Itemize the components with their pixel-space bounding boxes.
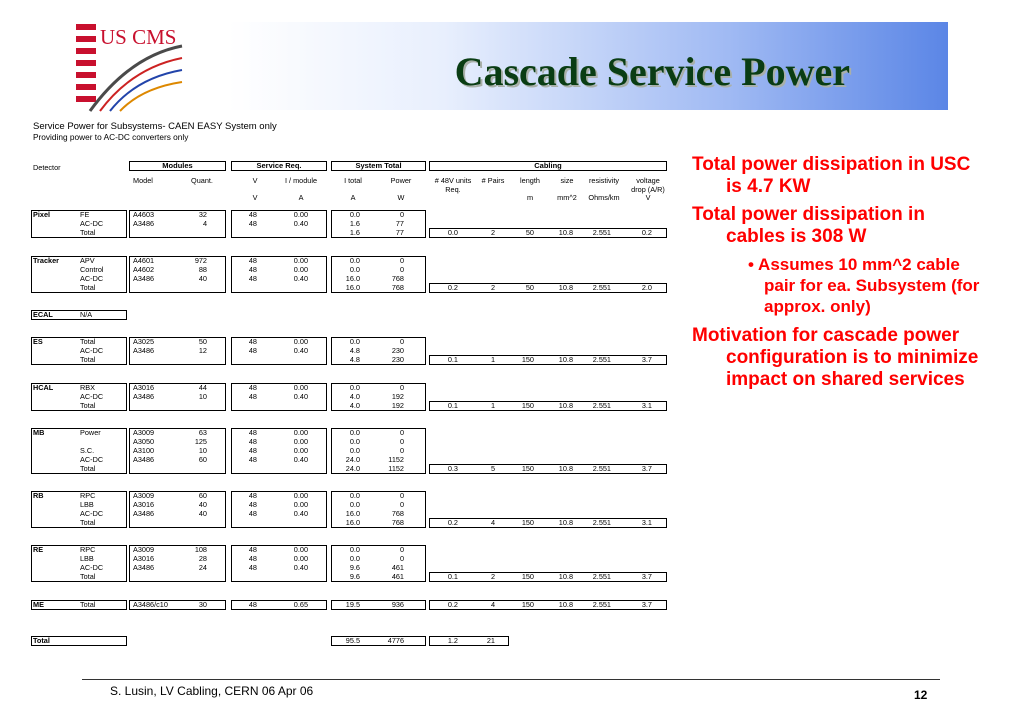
cell-v: 48 — [248, 600, 257, 609]
note-cable-power: Total power dissipation in cables is 308 W — [692, 204, 925, 247]
cell-units: 0.1 — [447, 572, 458, 581]
cell-v: 48 — [248, 392, 257, 401]
cell-itot: 9.6 — [349, 563, 360, 572]
cell-units: 0.1 — [447, 355, 458, 364]
cell-length: 150 — [521, 401, 534, 410]
cell-itot: 24.0 — [345, 455, 360, 464]
slide-title: Cascade Service Power — [454, 49, 850, 94]
cell-vdrop: 3.7 — [641, 572, 652, 581]
cell-itot: 0.0 — [349, 383, 360, 392]
cell-power: 768 — [391, 509, 404, 518]
system-total-header: System Total — [331, 161, 426, 171]
cell-sub: S.C. — [80, 446, 95, 455]
cell-pairs: 1 — [490, 401, 495, 410]
cell-vdrop: 3.7 — [641, 464, 652, 473]
cell-units: 0.2 — [447, 518, 458, 527]
cell-imod: 0.40 — [293, 563, 308, 572]
cell-itot: 9.6 — [349, 572, 360, 581]
cell-imod: 0.00 — [293, 337, 308, 346]
table-cell-border — [231, 491, 327, 528]
unit-a-total: A — [350, 193, 356, 202]
cell-power: 0 — [399, 256, 404, 265]
table-cell-border — [231, 383, 327, 411]
cell-imod: 0.40 — [293, 392, 308, 401]
cell-vdrop: 3.7 — [641, 600, 652, 609]
cell-quant: 4 — [202, 219, 207, 228]
cell-model: A4601 — [133, 256, 155, 265]
cell-v: 48 — [248, 554, 257, 563]
cell-v: 48 — [248, 337, 257, 346]
cell-v: 48 — [248, 346, 257, 355]
cell-sub: Control — [80, 265, 104, 274]
cell-sub: RPC — [80, 491, 96, 500]
cell-quant: 60 — [198, 491, 207, 500]
cell-itot: 16.0 — [345, 274, 360, 283]
cell-model: A3486 — [133, 455, 155, 464]
cell-imod: 0.00 — [293, 554, 308, 563]
cell-model: A3486 — [133, 346, 155, 355]
cell-size: 10.8 — [558, 600, 573, 609]
cell-length: 150 — [521, 600, 534, 609]
cell-power: 768 — [391, 283, 404, 292]
cell-imod: 0.00 — [293, 491, 308, 500]
cell-resist: 2.551 — [592, 600, 611, 609]
cell-power: 0 — [399, 210, 404, 219]
cell-quant: 88 — [198, 265, 207, 274]
cell-sub: Total — [80, 572, 96, 581]
cell-model: A3009 — [133, 545, 155, 554]
cell-units: 0.3 — [447, 464, 458, 473]
table-cell-border — [429, 636, 509, 646]
cell-itot: 0.0 — [349, 446, 360, 455]
cell-size: 10.8 — [558, 464, 573, 473]
cell-v: 48 — [248, 500, 257, 509]
cell-v: 48 — [248, 455, 257, 464]
cell-power: 4776 — [387, 636, 404, 645]
note-usc-power: Total power dissipation in USC is 4.7 KW — [692, 154, 971, 197]
table-cell-border — [429, 401, 667, 411]
cell-quant: 12 — [198, 346, 207, 355]
cell-power: 0 — [399, 554, 404, 563]
cell-length: 150 — [521, 464, 534, 473]
cell-quant: 60 — [198, 455, 207, 464]
detector-label: ES — [33, 337, 43, 346]
page-number: 12 — [914, 688, 928, 702]
table-cell-border — [31, 337, 127, 365]
col-units-req: Req. — [445, 185, 461, 194]
cell-quant: 50 — [198, 337, 207, 346]
table-cell-border — [231, 428, 327, 474]
table-cell-border — [429, 464, 667, 474]
cell-power: 768 — [391, 274, 404, 283]
cell-power: 0 — [399, 500, 404, 509]
col-vdrop: voltage — [636, 176, 660, 185]
cell-power: 77 — [395, 228, 404, 237]
cell-size: 10.8 — [558, 355, 573, 364]
cell-sub: AC-DC — [80, 455, 104, 464]
col-resistivity: resistivity — [589, 176, 619, 185]
cell-v: 48 — [248, 428, 257, 437]
col-i-total: I total — [344, 176, 362, 185]
service-header: Service Req. — [231, 161, 327, 171]
unit-v-drop: V — [645, 193, 651, 202]
cell-model: A3009 — [133, 428, 155, 437]
cell-size: 10.8 — [558, 283, 573, 292]
cell-size: 10.8 — [558, 572, 573, 581]
note-motivation: Motivation for cascade power configuration is to minimize impact on shared services — [692, 325, 979, 390]
detector-label: RE — [33, 545, 44, 554]
cell-power: 461 — [391, 563, 404, 572]
cell-power: 461 — [391, 572, 404, 581]
cell-pairs: 2 — [490, 572, 495, 581]
cell-pairs: 4 — [490, 518, 495, 527]
cell-model: A4602 — [133, 265, 155, 274]
col-pairs: # Pairs — [481, 176, 505, 185]
cell-resist: 2.551 — [592, 518, 611, 527]
cell-v: 48 — [248, 563, 257, 572]
cell-units: 0.1 — [447, 401, 458, 410]
cell-itot: 0.0 — [349, 256, 360, 265]
cell-sub: RPC — [80, 545, 96, 554]
cell-length: 150 — [521, 355, 534, 364]
cell-resist: 2.551 — [592, 464, 611, 473]
detector-label: Pixel — [33, 210, 51, 219]
cell-v: 48 — [248, 210, 257, 219]
cell-sub: APV — [80, 256, 95, 265]
cell-model: A3486 — [133, 274, 155, 283]
footer-divider — [82, 679, 940, 680]
table-cell-border — [231, 600, 327, 610]
cell-quant: 10 — [198, 446, 207, 455]
cell-sub: Total — [80, 600, 96, 609]
table-cell-border — [231, 545, 327, 582]
cell-power: 0 — [399, 491, 404, 500]
cell-itot: 16.0 — [345, 509, 360, 518]
cell-power: 0 — [399, 383, 404, 392]
cell-model: A3100 — [133, 446, 155, 455]
cell-resist: 2.551 — [592, 283, 611, 292]
table-cell-border — [429, 355, 667, 365]
cell-itot: 0.0 — [349, 554, 360, 563]
cell-quant: 30 — [198, 600, 207, 609]
detector-label: Tracker — [33, 256, 59, 265]
cell-sub: Total — [80, 464, 96, 473]
table-cell-border — [331, 383, 426, 411]
table-caption: Service Power for Subsystems- CAEN EASY System only — [33, 121, 277, 132]
cell-length: 50 — [525, 283, 534, 292]
cell-quant: 972 — [194, 256, 207, 265]
cell-itot: 16.0 — [345, 518, 360, 527]
note-cable-assumption-text: Assumes 10 mm^2 cable pair for ea. Subsystem (for approx. only) — [758, 255, 980, 316]
table-cell-border — [331, 210, 426, 238]
detector-label: ECAL — [33, 310, 53, 319]
cell-pairs: 1 — [490, 355, 495, 364]
cell-v: 48 — [248, 437, 257, 446]
col-power: Power — [390, 176, 412, 185]
note-cable-assumption: • Assumes 10 mm^2 cable pair for ea. Subsystem (for approx. only) — [748, 255, 980, 316]
cell-power: 77 — [395, 219, 404, 228]
table-cell-border — [429, 228, 667, 238]
unit-m: m — [526, 193, 534, 202]
cell-v: 48 — [248, 509, 257, 518]
cell-pairs: 2 — [490, 228, 495, 237]
cell-sub: Total — [80, 337, 96, 346]
cell-vdrop: 3.1 — [641, 518, 652, 527]
cell-v: 48 — [248, 446, 257, 455]
cell-itot: 0.0 — [349, 491, 360, 500]
col-vdrop-2: drop (A/R) — [631, 185, 665, 194]
cell-power: 192 — [391, 401, 404, 410]
cell-imod: 0.40 — [293, 455, 308, 464]
cell-vdrop: 0.2 — [641, 228, 652, 237]
cell-quant: 63 — [198, 428, 207, 437]
cell-imod: 0.00 — [293, 500, 308, 509]
cell-vdrop: 2.0 — [641, 283, 652, 292]
cell-length: 150 — [521, 572, 534, 581]
cell-v: 48 — [248, 256, 257, 265]
cell-resist: 2.551 — [592, 355, 611, 364]
cell-imod: 0.00 — [293, 428, 308, 437]
cell-imod: 0.00 — [293, 256, 308, 265]
cell-itot: 0.0 — [349, 500, 360, 509]
cell-imod: 0.00 — [293, 437, 308, 446]
table-cell-border — [31, 545, 127, 582]
cell-power: 230 — [391, 346, 404, 355]
cell-resist: 2.551 — [592, 401, 611, 410]
cell-pairs: 4 — [490, 600, 495, 609]
cell-quant: 40 — [198, 500, 207, 509]
cell-power: 0 — [399, 337, 404, 346]
cell-itot: 16.0 — [345, 283, 360, 292]
detector-label: Total — [33, 636, 50, 645]
unit-mm2: mm^2 — [557, 193, 577, 202]
cell-v: 48 — [248, 545, 257, 554]
cell-imod: 0.40 — [293, 509, 308, 518]
col-model: Model — [133, 176, 153, 185]
cell-power: 192 — [391, 392, 404, 401]
cell-units: 0.2 — [447, 600, 458, 609]
cell-sub: Total — [80, 283, 96, 292]
cell-itot: 19.5 — [345, 600, 360, 609]
cell-sub: AC-DC — [80, 392, 104, 401]
cell-v: 48 — [248, 274, 257, 283]
table-cell-border — [231, 210, 327, 238]
table-cell-border — [429, 518, 667, 528]
unit-v: V — [252, 193, 258, 202]
cell-power: 230 — [391, 355, 404, 364]
cell-sub: RBX — [80, 383, 96, 392]
cell-size: 10.8 — [558, 518, 573, 527]
col-units: # 48V units — [434, 176, 472, 185]
cell-quant: 32 — [198, 210, 207, 219]
cell-sub: AC-DC — [80, 346, 104, 355]
cell-sub: Total — [80, 401, 96, 410]
cell-imod: 0.00 — [293, 545, 308, 554]
cell-sub: N/A — [80, 310, 93, 319]
cell-sub: FE — [80, 210, 90, 219]
cell-imod: 0.00 — [293, 383, 308, 392]
cell-sub: AC-DC — [80, 509, 104, 518]
cell-model: A3486 — [133, 509, 155, 518]
detector-label: ME — [33, 600, 44, 609]
cell-itot: 0.0 — [349, 545, 360, 554]
cell-vdrop: 3.7 — [641, 355, 652, 364]
cell-model: A3016 — [133, 500, 155, 509]
cell-quant: 125 — [194, 437, 207, 446]
cell-imod: 0.40 — [293, 219, 308, 228]
cell-model: A4603 — [133, 210, 155, 219]
cell-model: A3486/c10 — [133, 600, 168, 609]
cell-itot: 4.8 — [349, 346, 360, 355]
cell-model: A3016 — [133, 554, 155, 563]
cell-resist: 2.551 — [592, 572, 611, 581]
cell-pairs: 21 — [486, 636, 495, 645]
cell-model: A3486 — [133, 563, 155, 572]
table-cell-border — [31, 491, 127, 528]
cell-itot: 1.6 — [349, 219, 360, 228]
table-cell-border — [331, 545, 426, 582]
cell-imod: 0.00 — [293, 446, 308, 455]
cell-size: 10.8 — [558, 401, 573, 410]
cell-model: A3486 — [133, 219, 155, 228]
table-cell-border — [31, 600, 127, 610]
cell-itot: 24.0 — [345, 464, 360, 473]
cell-v: 48 — [248, 265, 257, 274]
cell-itot: 4.0 — [349, 392, 360, 401]
cell-pairs: 2 — [490, 283, 495, 292]
cell-sub: LBB — [80, 500, 94, 509]
table-cell-border — [429, 600, 667, 610]
cell-imod: 0.00 — [293, 210, 308, 219]
unit-a: A — [298, 193, 304, 202]
us-cms-logo — [70, 16, 188, 116]
cell-quant: 24 — [198, 563, 207, 572]
cell-model: A3025 — [133, 337, 155, 346]
cell-vdrop: 3.1 — [641, 401, 652, 410]
cell-units: 1.2 — [447, 636, 458, 645]
table-cell-border — [231, 337, 327, 365]
cell-quant: 40 — [198, 509, 207, 518]
cell-itot: 0.0 — [349, 437, 360, 446]
detector-header: Detector — [33, 163, 61, 172]
cell-power: 0 — [399, 437, 404, 446]
table-cell-border — [429, 283, 667, 293]
cell-power: 768 — [391, 518, 404, 527]
cell-quant: 10 — [198, 392, 207, 401]
cell-sub: Total — [80, 518, 96, 527]
cell-power: 0 — [399, 545, 404, 554]
cabling-header: Cabling — [429, 161, 667, 171]
unit-w: W — [397, 193, 405, 202]
table-cell-border — [231, 256, 327, 293]
cell-itot: 4.0 — [349, 401, 360, 410]
cell-model: A3486 — [133, 392, 155, 401]
cell-itot: 0.0 — [349, 428, 360, 437]
cell-sub: Total — [80, 355, 96, 364]
cell-power: 1152 — [388, 464, 404, 473]
cell-model: A3050 — [133, 437, 155, 446]
cell-power: 0 — [399, 428, 404, 437]
cell-sub: AC-DC — [80, 563, 104, 572]
cell-v: 48 — [248, 491, 257, 500]
cell-v: 48 — [248, 219, 257, 228]
cell-units: 0.2 — [447, 283, 458, 292]
cell-itot: 4.8 — [349, 355, 360, 364]
cell-imod: 0.65 — [293, 600, 308, 609]
col-i-module: I / module — [284, 176, 318, 185]
table-subcaption: Providing power to AC-DC converters only — [33, 132, 189, 142]
cell-quant: 40 — [198, 274, 207, 283]
cell-pairs: 5 — [490, 464, 495, 473]
cell-itot: 0.0 — [349, 210, 360, 219]
cell-quant: 28 — [198, 554, 207, 563]
col-length: length — [520, 176, 540, 185]
modules-header: Modules — [129, 161, 226, 171]
cell-model: A3009 — [133, 491, 155, 500]
cell-length: 50 — [525, 228, 534, 237]
cell-length: 150 — [521, 518, 534, 527]
col-v: V — [252, 176, 258, 185]
cell-power: 936 — [391, 600, 404, 609]
col-quant: Quant. — [191, 176, 213, 185]
col-size: size — [560, 176, 574, 185]
cell-imod: 0.40 — [293, 346, 308, 355]
cell-sub: Total — [80, 228, 96, 237]
cell-quant: 44 — [198, 383, 207, 392]
cell-sub: LBB — [80, 554, 94, 563]
detector-label: RB — [33, 491, 44, 500]
unit-ohms: Ohms/km — [588, 193, 620, 202]
cell-model: A3016 — [133, 383, 155, 392]
cell-units: 0.0 — [447, 228, 458, 237]
cell-sub: Power — [80, 428, 101, 437]
cell-sub: AC-DC — [80, 274, 104, 283]
cell-resist: 2.551 — [592, 228, 611, 237]
cell-power: 1152 — [388, 455, 404, 464]
detector-label: MB — [33, 428, 45, 437]
footer-credit: S. Lusin, LV Cabling, CERN 06 Apr 06 — [110, 684, 314, 698]
table-cell-border — [31, 428, 127, 474]
cell-quant: 108 — [194, 545, 207, 554]
cell-imod: 0.40 — [293, 274, 308, 283]
cell-v: 48 — [248, 383, 257, 392]
detector-label: HCAL — [33, 383, 54, 392]
cell-itot: 1.6 — [349, 228, 360, 237]
notes-panel — [692, 154, 982, 397]
cell-size: 10.8 — [558, 228, 573, 237]
cell-sub: AC-DC — [80, 219, 104, 228]
cell-itot: 95.5 — [345, 636, 360, 645]
table-cell-border — [331, 337, 426, 365]
cell-imod: 0.00 — [293, 265, 308, 274]
cell-power: 0 — [399, 265, 404, 274]
cell-itot: 0.0 — [349, 265, 360, 274]
table-cell-border — [429, 572, 667, 582]
cell-itot: 0.0 — [349, 337, 360, 346]
logo-text: US CMS — [100, 25, 177, 49]
cell-power: 0 — [399, 446, 404, 455]
